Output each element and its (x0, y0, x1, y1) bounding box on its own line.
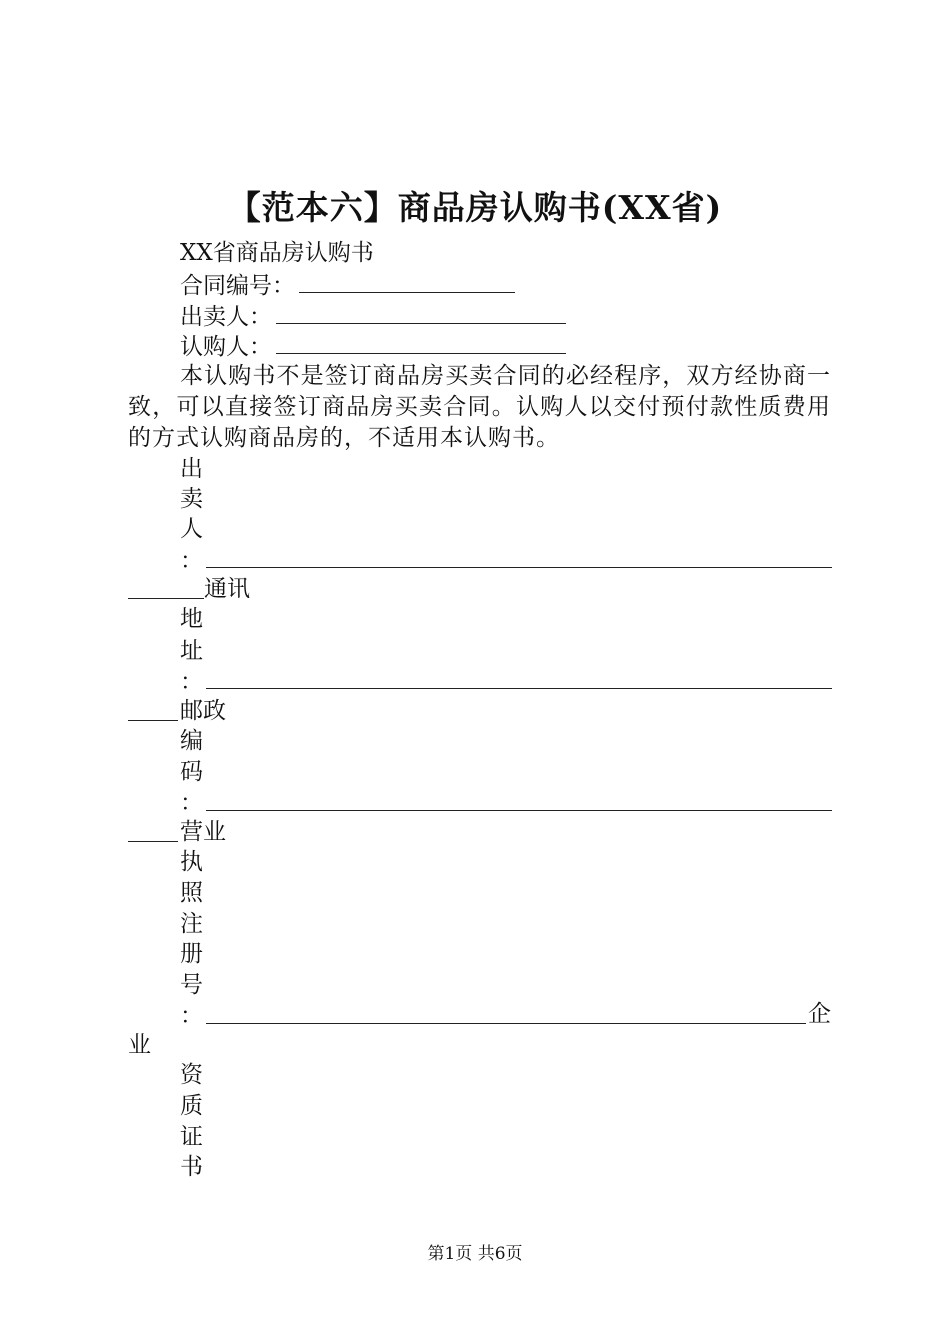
license-char: 号 (180, 972, 203, 998)
seller-row (180, 301, 566, 332)
address-blank-cont[interactable] (128, 720, 178, 721)
seller-char: 出 (180, 456, 203, 482)
license-char: 册 (180, 941, 203, 967)
address-head: 通讯 (204, 576, 250, 602)
subtitle: XX省商品房认购书 (180, 240, 374, 266)
postcode-char: 码 (180, 759, 203, 785)
address-blank[interactable] (206, 688, 832, 689)
postcode-char: 编 (180, 728, 203, 754)
colon: ： (180, 1003, 203, 1029)
qual-char: 资 (180, 1062, 203, 1088)
qual-head: 业 (128, 1032, 151, 1058)
buyer-label: 认购人： (180, 334, 272, 360)
qual-head-tail: 企 (808, 1001, 831, 1027)
buyer-blank[interactable] (276, 331, 566, 354)
license-char: 照 (180, 880, 203, 906)
colon: ： (180, 790, 203, 816)
seller-name-blank-cont[interactable] (128, 598, 204, 599)
address-char: 地 (180, 606, 203, 632)
license-blank[interactable] (206, 1023, 806, 1024)
buyer-row (180, 331, 566, 362)
postcode-head: 邮政 (180, 698, 226, 724)
document-title: 【范本六】商品房认购书(XX省) (227, 188, 723, 227)
seller-char: 卖 (180, 486, 203, 512)
license-char: 执 (180, 849, 203, 875)
page-footer: 第1页 共6页 (427, 1244, 523, 1264)
qual-char: 证 (180, 1124, 203, 1150)
qual-char: 质 (180, 1093, 203, 1119)
colon: ： (180, 548, 203, 574)
seller-label: 出卖人： (180, 304, 272, 330)
seller-blank[interactable] (276, 301, 566, 324)
postcode-blank[interactable] (206, 810, 832, 811)
contract-no-blank[interactable] (299, 270, 515, 293)
contract-no-row (180, 270, 515, 301)
seller-name-blank[interactable] (206, 567, 832, 568)
license-char: 注 (180, 911, 203, 937)
seller-char: 人 (180, 516, 203, 542)
qual-char: 书 (180, 1154, 203, 1180)
address-char: 址 (180, 638, 203, 664)
intro-paragraph: 本认购书不是签订商品房买卖合同的必经程序，双方经协商一致，可以直接签订商品房买卖合同。认购人以交付预付款性质费用的方式认购商品房的，不适用本认购书。 (128, 363, 831, 451)
colon: ： (180, 669, 203, 695)
postcode-blank-cont[interactable] (128, 841, 178, 842)
contract-no-label: 合同编号： (180, 273, 295, 299)
license-head: 营业 (180, 819, 226, 845)
